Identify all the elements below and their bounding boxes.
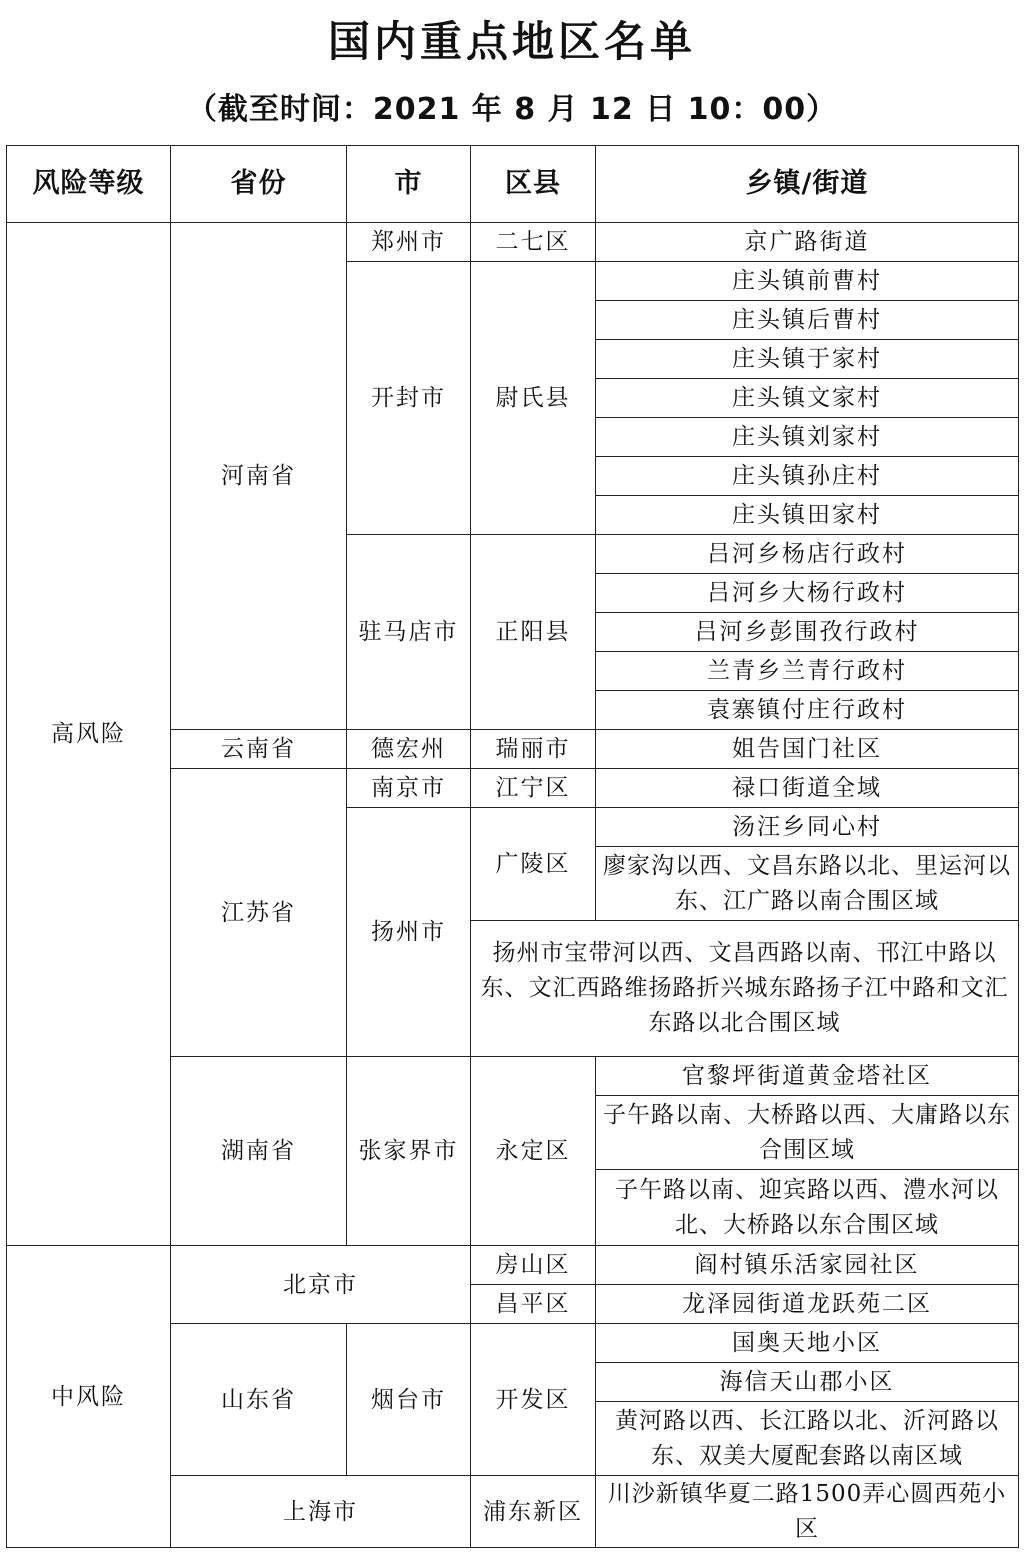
street-cell: 庄头镇田家村 <box>596 496 1019 535</box>
street-cell: 庄头镇前曹村 <box>596 262 1019 301</box>
street-cell: 吕河乡杨店行政村 <box>596 535 1019 574</box>
page-title: 国内重点地区名单 <box>327 17 696 66</box>
street-cell: 袁寨镇付庄行政村 <box>596 691 1019 730</box>
street-cell: 庄头镇刘家村 <box>596 418 1019 457</box>
district-cell: 广陵区 <box>471 808 596 921</box>
district-cell: 尉氏县 <box>471 262 596 535</box>
province-cell: 山东省 <box>171 1324 347 1476</box>
street-cell: 庄头镇文家村 <box>596 379 1019 418</box>
street-cell: 廖家沟以西、文昌东路以北、里运河以东、江广路以南合围区域 <box>596 847 1019 921</box>
street-cell: 扬州市宝带河以西、文昌西路以南、邗江中路以东、文汇西路维扬路折兴城东路扬子江中路和文汇东路以北合围区域 <box>471 921 1019 1057</box>
province-cell: 湖南省 <box>171 1057 347 1246</box>
city-cell: 南京市 <box>347 769 471 808</box>
risk-level-cell: 高风险 <box>7 223 171 1246</box>
street-cell: 庄头镇孙庄村 <box>596 457 1019 496</box>
street-cell: 吕河乡大杨行政村 <box>596 574 1019 613</box>
city-cell: 郑州市 <box>347 223 471 262</box>
header-street: 乡镇/街道 <box>596 146 1019 223</box>
street-cell: 吕河乡彭围孜行政村 <box>596 613 1019 652</box>
table-row <box>7 1246 1019 1285</box>
street-cell: 子午路以南、大桥路以西、大庸路以东合围区域 <box>596 1096 1019 1170</box>
street-cell: 庄头镇后曹村 <box>596 301 1019 340</box>
district-cell: 瑞丽市 <box>471 730 596 769</box>
city-cell: 扬州市 <box>347 808 471 1057</box>
street-cell: 姐告国门社区 <box>596 730 1019 769</box>
street-cell: 庄头镇于家村 <box>596 340 1019 379</box>
district-cell: 永定区 <box>471 1057 596 1246</box>
district-cell: 正阳县 <box>471 535 596 730</box>
street-cell: 京广路街道 <box>596 223 1019 262</box>
province-cell: 北京市 <box>171 1246 471 1324</box>
district-cell: 江宁区 <box>471 769 596 808</box>
city-cell: 开封市 <box>347 262 471 535</box>
header-risk-level: 风险等级 <box>7 146 171 223</box>
street-cell: 禄口街道全域 <box>596 769 1019 808</box>
table-row <box>7 223 1019 262</box>
street-cell: 汤汪乡同心村 <box>596 808 1019 847</box>
district-cell: 浦东新区 <box>471 1476 596 1548</box>
city-cell: 德宏州 <box>347 730 471 769</box>
district-cell: 昌平区 <box>471 1285 596 1324</box>
city-cell: 烟台市 <box>347 1324 471 1476</box>
city-cell: 张家界市 <box>347 1057 471 1246</box>
table-header-row <box>7 146 1019 223</box>
province-cell: 河南省 <box>171 223 347 730</box>
province-cell: 江苏省 <box>171 769 347 1057</box>
street-cell: 子午路以南、迎宾路以西、澧水河以北、大桥路以东合围区域 <box>596 1170 1019 1246</box>
street-cell: 海信天山郡小区 <box>596 1363 1019 1402</box>
street-cell: 龙泽园街道龙跃苑二区 <box>596 1285 1019 1324</box>
header-district: 区县 <box>471 146 596 223</box>
street-cell: 黄河路以西、长江路以北、沂河路以东、双美大厦配套路以南区域 <box>596 1402 1019 1476</box>
risk-area-table <box>6 145 1019 1548</box>
street-cell: 川沙新镇华夏二路1500弄心圆西苑小区 <box>596 1476 1019 1548</box>
cutoff-time-subtitle: （截至时间：2021 年 8 月 12 日 10：00） <box>186 92 838 127</box>
district-cell: 开发区 <box>471 1324 596 1476</box>
street-cell: 国奥天地小区 <box>596 1324 1019 1363</box>
street-cell: 阎村镇乐活家园社区 <box>596 1246 1019 1285</box>
city-cell: 驻马店市 <box>347 535 471 730</box>
street-cell: 兰青乡兰青行政村 <box>596 652 1019 691</box>
province-cell: 云南省 <box>171 730 347 769</box>
province-cell: 上海市 <box>171 1476 471 1548</box>
street-cell: 官黎坪街道黄金塔社区 <box>596 1057 1019 1096</box>
header-province: 省份 <box>171 146 347 223</box>
district-cell: 房山区 <box>471 1246 596 1285</box>
district-cell: 二七区 <box>471 223 596 262</box>
header-city: 市 <box>347 146 471 223</box>
risk-level-cell: 中风险 <box>7 1246 171 1548</box>
